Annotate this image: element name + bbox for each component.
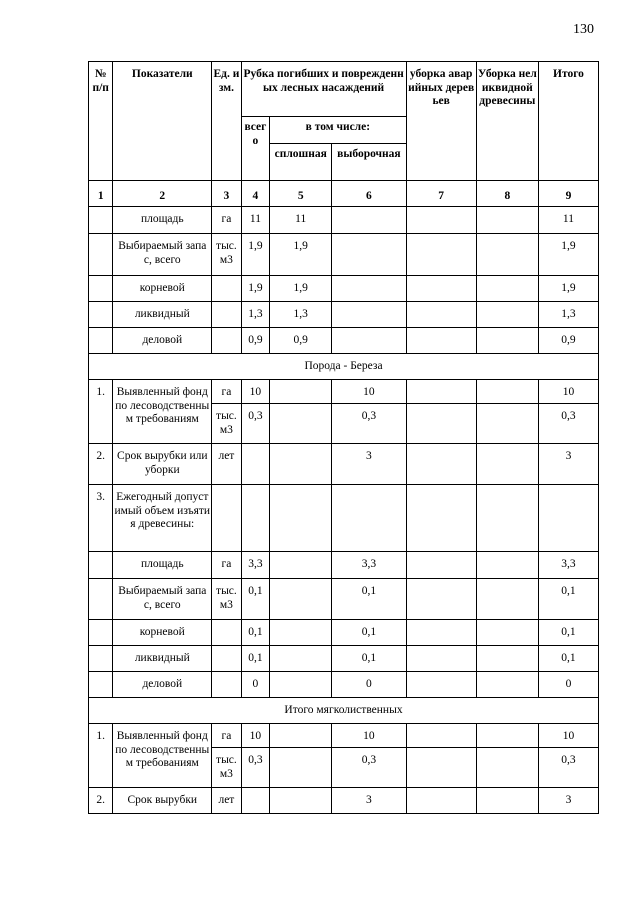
cell-c8 <box>476 302 538 328</box>
cell-c6 <box>332 207 406 234</box>
row-indicator: Выбираемый запас, всего <box>113 579 212 620</box>
empty-cell <box>332 485 406 552</box>
cell-c4: 0,1 <box>241 579 270 620</box>
empty-cell <box>538 485 598 552</box>
cell-c4: 0,9 <box>241 328 270 354</box>
section-soft-leaved <box>89 698 599 724</box>
cell-c6 <box>332 328 406 354</box>
cell-c4: 10 <box>241 724 270 748</box>
section-soft-leaved-title: Итого мягколиственных <box>89 698 599 724</box>
cell-c7 <box>406 672 476 698</box>
header-unit: Ед. изм. <box>212 62 242 181</box>
cell-c8 <box>476 234 538 276</box>
section-birch <box>89 354 599 380</box>
row-number <box>89 646 113 672</box>
header-felling-group: Рубка погибших и поврежденных лесных насаждений <box>241 62 406 117</box>
cell-c9: 10 <box>538 724 598 748</box>
cell-c5 <box>270 579 332 620</box>
cell-c6: 3 <box>332 444 406 485</box>
table-row <box>89 276 599 302</box>
cell-c6: 0,3 <box>332 748 406 788</box>
row-indicator: Выявленный фонд по лесоводственным требованиям <box>113 724 212 788</box>
cell-c7 <box>406 380 476 404</box>
cell-c8 <box>476 672 538 698</box>
header-total-felling: всего <box>241 117 270 181</box>
column-number: 8 <box>476 181 538 207</box>
row-number: 1. <box>89 380 113 444</box>
cell-c5 <box>270 552 332 579</box>
header-total: Итого <box>538 62 598 181</box>
table-row <box>89 302 599 328</box>
cell-c6: 10 <box>332 724 406 748</box>
cell-c5 <box>270 672 332 698</box>
cell-c4: 0,3 <box>241 404 270 444</box>
column-number: 3 <box>212 181 242 207</box>
cell-c8 <box>476 724 538 748</box>
cell-c5 <box>270 404 332 444</box>
cell-c7 <box>406 276 476 302</box>
row-unit: га <box>212 552 242 579</box>
row-indicator: корневой <box>113 620 212 646</box>
column-number: 4 <box>241 181 270 207</box>
cell-c4: 0,3 <box>241 748 270 788</box>
cell-c7 <box>406 579 476 620</box>
header-clear-cut: сплошная <box>270 144 332 181</box>
cell-c9: 1,3 <box>538 302 598 328</box>
cell-c8 <box>476 404 538 444</box>
cell-c4: 0,1 <box>241 620 270 646</box>
table-row <box>89 724 599 748</box>
cell-c7 <box>406 444 476 485</box>
cell-c7 <box>406 552 476 579</box>
cell-c7 <box>406 404 476 444</box>
cell-c9: 0,9 <box>538 328 598 354</box>
cell-c4 <box>241 788 270 814</box>
cell-c6: 0 <box>332 672 406 698</box>
cell-c4: 1,9 <box>241 276 270 302</box>
cell-c9: 11 <box>538 207 598 234</box>
cell-c4: 1,9 <box>241 234 270 276</box>
table-row <box>89 552 599 579</box>
forest-table <box>88 61 599 814</box>
cell-c7 <box>406 207 476 234</box>
row-number <box>89 672 113 698</box>
row-number <box>89 276 113 302</box>
cell-c9: 0,3 <box>538 404 598 444</box>
cell-c9: 3 <box>538 788 598 814</box>
cell-c5 <box>270 724 332 748</box>
table-body <box>89 181 599 814</box>
cell-c7 <box>406 328 476 354</box>
table-row <box>89 788 599 814</box>
row-unit: тыс. м3 <box>212 234 242 276</box>
row-indicator: ликвидный <box>113 302 212 328</box>
cell-c5 <box>270 444 332 485</box>
table-row <box>89 234 599 276</box>
cell-c4: 10 <box>241 380 270 404</box>
row-indicator: Выявленный фонд по лесоводственным требованиям <box>113 380 212 444</box>
row-unit <box>212 328 242 354</box>
cell-c9: 0,1 <box>538 620 598 646</box>
row-unit <box>212 276 242 302</box>
table-header <box>89 62 599 181</box>
row-unit: тыс. м3 <box>212 748 242 788</box>
cell-c6: 3 <box>332 788 406 814</box>
cell-c9: 3,3 <box>538 552 598 579</box>
cell-c5: 1,9 <box>270 276 332 302</box>
row-unit <box>212 646 242 672</box>
row-number <box>89 620 113 646</box>
cell-c7 <box>406 234 476 276</box>
row-unit <box>212 620 242 646</box>
cell-c5 <box>270 646 332 672</box>
cell-c6 <box>332 302 406 328</box>
header-number: № п/п <box>89 62 113 181</box>
cell-c8 <box>476 444 538 485</box>
cell-c6 <box>332 276 406 302</box>
cell-c4 <box>241 444 270 485</box>
row-indicator: Срок вырубки <box>113 788 212 814</box>
cell-c8 <box>476 328 538 354</box>
row-indicator: площадь <box>113 552 212 579</box>
page-number: 130 <box>573 22 594 37</box>
cell-c8 <box>476 748 538 788</box>
row-number: 2. <box>89 444 113 485</box>
table-row <box>89 620 599 646</box>
cell-c7 <box>406 748 476 788</box>
empty-cell <box>476 485 538 552</box>
cell-c6: 10 <box>332 380 406 404</box>
row-indicator: корневой <box>113 276 212 302</box>
row-unit: га <box>212 724 242 748</box>
cell-c8 <box>476 380 538 404</box>
table-row <box>89 672 599 698</box>
cell-c7 <box>406 646 476 672</box>
empty-cell <box>270 485 332 552</box>
cell-c5 <box>270 380 332 404</box>
table-row <box>89 380 599 404</box>
cell-c6 <box>332 234 406 276</box>
row-number <box>89 302 113 328</box>
cell-c5 <box>270 748 332 788</box>
row-unit <box>212 302 242 328</box>
column-number: 2 <box>113 181 212 207</box>
cell-c9: 1,9 <box>538 276 598 302</box>
cell-c9: 1,9 <box>538 234 598 276</box>
cell-c5 <box>270 620 332 646</box>
row-unit: тыс. м3 <box>212 404 242 444</box>
cell-c9: 0,1 <box>538 646 598 672</box>
row-unit: га <box>212 380 242 404</box>
cell-c9: 0 <box>538 672 598 698</box>
cell-c4: 0,1 <box>241 646 270 672</box>
table-row <box>89 328 599 354</box>
row-indicator: Ежегодный допустимый объем изъятия древесины: <box>113 485 212 552</box>
header-indicators: Показатели <box>113 62 212 181</box>
cell-c8 <box>476 579 538 620</box>
cell-c8 <box>476 620 538 646</box>
cell-c5: 1,9 <box>270 234 332 276</box>
section-birch-title: Порода - Береза <box>89 354 599 380</box>
cell-c5: 11 <box>270 207 332 234</box>
empty-cell <box>241 485 270 552</box>
cell-c6: 0,1 <box>332 646 406 672</box>
header-including: в том числе: <box>270 117 406 144</box>
table-row <box>89 646 599 672</box>
cell-c5: 1,3 <box>270 302 332 328</box>
row-unit: лет <box>212 788 242 814</box>
row-number: 3. <box>89 485 113 552</box>
row-number <box>89 207 113 234</box>
cell-c4: 0 <box>241 672 270 698</box>
cell-c4: 11 <box>241 207 270 234</box>
table-row <box>89 579 599 620</box>
cell-c5: 0,9 <box>270 328 332 354</box>
cell-c8 <box>476 646 538 672</box>
cell-c6: 0,1 <box>332 579 406 620</box>
row-indicator: ликвидный <box>113 646 212 672</box>
cell-c8 <box>476 207 538 234</box>
column-numbers-row <box>89 181 599 207</box>
cell-c9: 0,3 <box>538 748 598 788</box>
header-illiquid-wood: Уборка неликвидной древесины <box>476 62 538 181</box>
column-number: 9 <box>538 181 598 207</box>
cell-c9: 0,1 <box>538 579 598 620</box>
row-number: 2. <box>89 788 113 814</box>
table-row <box>89 207 599 234</box>
row-unit: га <box>212 207 242 234</box>
row-number <box>89 328 113 354</box>
column-number: 5 <box>270 181 332 207</box>
cell-c9: 3 <box>538 444 598 485</box>
row-unit: тыс. м3 <box>212 579 242 620</box>
row-unit <box>212 672 242 698</box>
cell-c8 <box>476 276 538 302</box>
row-indicator: деловой <box>113 672 212 698</box>
cell-c5 <box>270 788 332 814</box>
column-number: 7 <box>406 181 476 207</box>
cell-c6: 3,3 <box>332 552 406 579</box>
row-number <box>89 552 113 579</box>
row-indicator: площадь <box>113 207 212 234</box>
table-row <box>89 444 599 485</box>
cell-c6: 0,1 <box>332 620 406 646</box>
empty-cell <box>406 485 476 552</box>
cell-c4: 1,3 <box>241 302 270 328</box>
empty-cell <box>212 485 242 552</box>
cell-c8 <box>476 552 538 579</box>
cell-c9: 10 <box>538 380 598 404</box>
cell-c7 <box>406 724 476 748</box>
row-number <box>89 234 113 276</box>
row-unit: лет <box>212 444 242 485</box>
row-indicator: Срок вырубки или уборки <box>113 444 212 485</box>
column-number: 6 <box>332 181 406 207</box>
cell-c6: 0,3 <box>332 404 406 444</box>
cell-c8 <box>476 788 538 814</box>
row-number: 1. <box>89 724 113 788</box>
row-indicator: Выбираемый запас, всего <box>113 234 212 276</box>
cell-c7 <box>406 620 476 646</box>
row-indicator: деловой <box>113 328 212 354</box>
column-number: 1 <box>89 181 113 207</box>
table-row <box>89 485 599 552</box>
header-emergency-trees: уборка аварийных деревьев <box>406 62 476 181</box>
cell-c7 <box>406 302 476 328</box>
row-number <box>89 579 113 620</box>
cell-c4: 3,3 <box>241 552 270 579</box>
cell-c7 <box>406 788 476 814</box>
header-selective-cut: выборочная <box>332 144 406 181</box>
